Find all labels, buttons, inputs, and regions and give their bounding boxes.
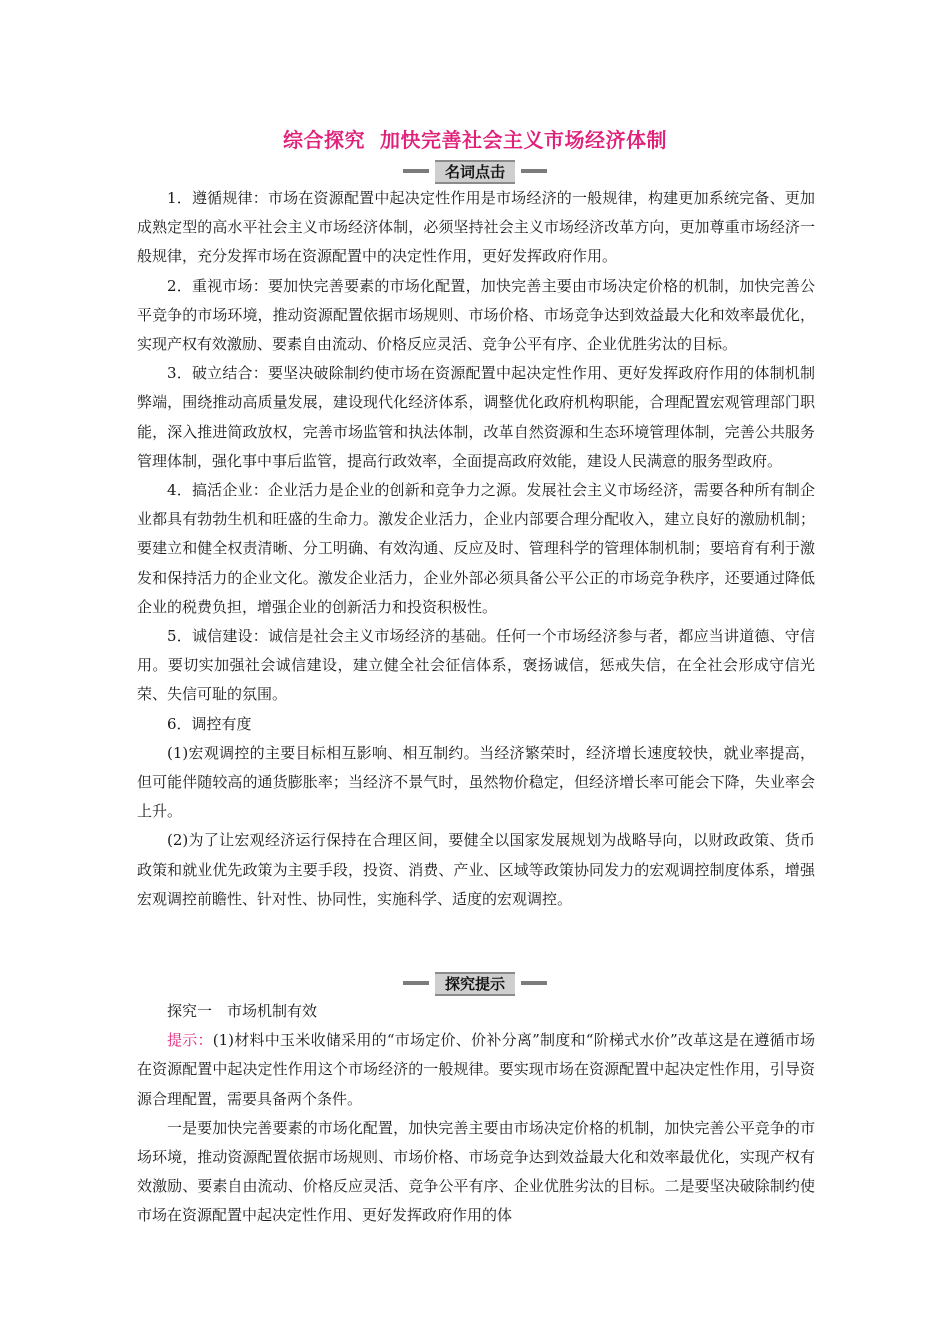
heading-label: 探究提示	[435, 972, 515, 996]
term-item: 5．诚信建设：诚信是社会主义市场经济的基础。任何一个市场经济参与者，都应当讲道德、守信用。要切实加强社会诚信建设，建立健全社会征信体系，褒扬诚信，惩戒失信，在全社会形成守信光荣、失信可耻的氛围。	[137, 627, 815, 704]
heading-banner	[401, 972, 549, 992]
hint-paragraph	[137, 1026, 815, 1114]
explore-paragraph: 一是要加快完善要素的市场化配置，加快完善主要由市场决定价格的机制，加快完善公平竞争的市场环境，推动资源配置依据市场规则、市场价格、市场竞争达到效益最大化和效率最优化，实现产权有效激励、要素自由流动、价格反应灵活、竞争公平有序、企业优胜劣汰的目标。二是要坚决破除制约使市场在资源配置中起决定性作用、更好发挥政府作用的体	[137, 1118, 815, 1225]
term-item: 4．搞活企业：企业活力是企业的创新和竞争力之源。发展社会主义市场经济，需要各种所有制企业都具有勃勃生机和旺盛的生命力。激发企业活力，企业内部要合理分配收入，建立良好的激励机制；要建立和健全权责清晰、分工明确、有效沟通、反应及时、管理科学的管理体制机制；要培育有利于激发和保持活力的企业文化。激发企业活力，企业外部必须具备公平公正的市场竞争秩序，还要通过降低企业的税费负担，增强企业的创新活力和投资积极性。	[137, 481, 815, 616]
page-title: 综合探究 加快完善社会主义市场经济体制	[283, 128, 667, 152]
section-heading-explore	[0, 972, 950, 994]
term-item: 2．重视市场：要加快完善要素的市场化配置，加快完善主要由市场决定价格的机制，加快完善公平竞争的市场环境，推动资源配置依据市场规则、市场价格、市场竞争达到效益最大化和效率最优化，实现产权有效激励、要素自由流动、价格反应灵活、竞争公平有序、企业优胜劣汰的目标。	[137, 276, 815, 354]
explore-subheading: 探究一 市场机制有效	[167, 1002, 318, 1020]
explore-body	[137, 997, 815, 1231]
terms-body	[137, 184, 815, 914]
term-sub-item: (2)为了让宏观经济运行保持在合理区间，要健全以国家发展规划为战略导向，以财政政策、货币政策和就业优先政策为主要手段，投资、消费、产业、区域等政策协同发力的宏观调控制度体系，增强宏观调控前瞻性、针对性、协同性，实施科学、适度的宏观调控。	[137, 831, 815, 908]
section-heading-terms	[0, 160, 950, 182]
term-sub-item: (1)宏观调控的主要目标相互影响、相互制约。当经济繁荣时，经济增长速度较快，就业率提高，但可能伴随较高的通货膨胀率；当经济不景气时，虽然物价稳定，但经济增长率可能会下降，失业率会上升。	[137, 743, 815, 821]
term-item: 3．破立结合：要坚决破除制约使市场在资源配置中起决定性作用、更好发挥政府作用的体制机制弊端，围绕推动高质量发展，建设现代化经济体系，调整优化政府机构职能，合理配置宏观管理部门职能，深入推进简政放权，完善市场监管和执法体制，改革自然资源和生态环境管理体制，完善公共服务管理体制，强化事中事后监管，提高行政效率，全面提高政府效能，建设人民满意的服务型政府。	[137, 364, 815, 470]
term-item: 1．遵循规律：市场在资源配置中起决定性作用是市场经济的一般规律，构建更加系统完备、更加成熟定型的高水平社会主义市场经济体制，必须坚持社会主义市场经济改革方向，更加尊重市场经济一般规律，充分发挥市场在资源配置中的决定性作用，更好发挥政府作用。	[137, 189, 815, 266]
heading-label: 名词点击	[435, 160, 515, 184]
term-item: 6．调控有度	[167, 714, 252, 733]
hint-text: (1)材料中玉米收储采用的“市场定价、价补分离”制度和“阶梯式水价”改革这是在遵循市场在资源配置中起决定性作用这个市场经济的一般规律。要实现市场在资源配置中起决定性作用，引导资源合理配置，需要具备两个条件。	[137, 1031, 815, 1108]
heading-banner	[401, 160, 549, 180]
hint-label: 提示：	[167, 1031, 213, 1050]
